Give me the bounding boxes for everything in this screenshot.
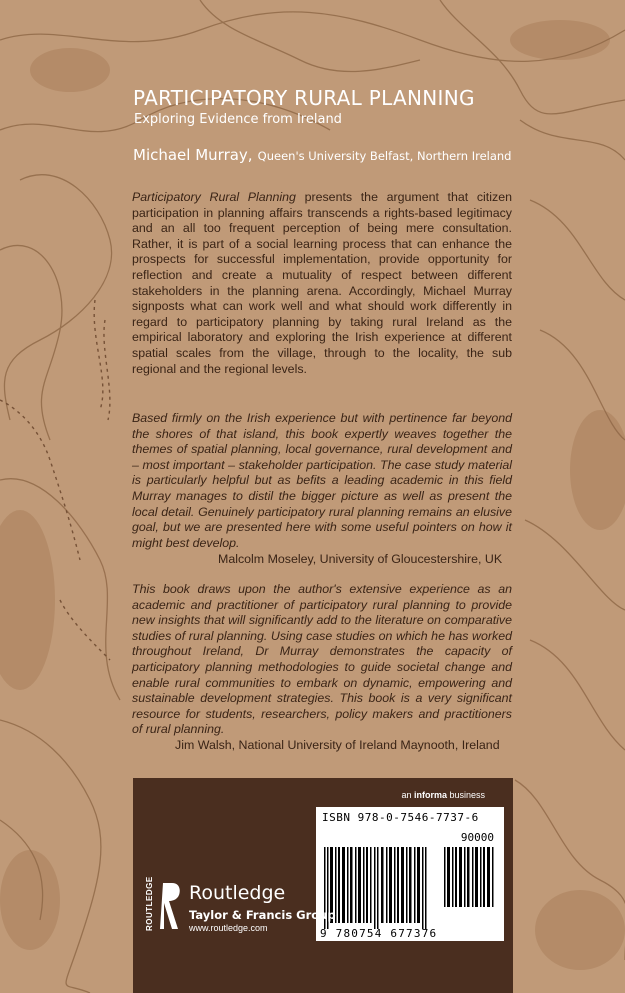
publisher-panel [133,778,513,993]
book-subtitle: Exploring Evidence from Ireland [134,112,342,127]
author-affiliation: Queen's University Belfast, Northern Ireland [257,149,512,163]
review-attribution-1: Malcolm Moseley, University of Gloucestershire, UK [218,552,503,566]
price-code: 90000 [460,831,494,844]
blurb-title-italic: Participatory Rural Planning [132,190,296,204]
informa-bold: informa [413,790,447,800]
informa-prefix: an [401,790,414,800]
routledge-vertical-wordmark: ROUTLEDGE [145,876,154,931]
blurb-paragraph [132,190,512,377]
barcode [316,807,504,941]
informa-tagline [401,790,485,800]
price-barcode-bars [444,847,496,907]
author-name: Michael Murray, [133,146,253,164]
publisher-url: www.routledge.com [189,923,268,933]
publisher-group: Taylor & Francis Group [189,908,336,922]
author-line [133,145,511,164]
publisher-name: Routledge [189,882,286,904]
review-quote-2: This book draws upon the author's extensive experience as an academic and practitioner of participatory rural planning to provide new insights that will significantly add to the literature on comparative studies of rural planning. Using case studies on which he has worked throughout Ireland, Dr Murray demonstrates the capacity of participatory planning methodologies to guide societal change and enable rural communities to embark on dynamic, empowering and sustainable development strategies. This book is a very significant resource for students, researchers, policy makers and practitioners of rural planning. [132,582,512,737]
blurb-text: presents the argument that citizen participation in planning affairs transcends a rights-based legitimacy and an all too frequent perception of being mere consultation. Rather, it is part of a social learning process that can enhance the prospects for successful implementation, provide opportunity for reflection and create a mutuality of respect between different stakeholders in the planning arena. Accordingly, Michael Murray signposts what can work well and what should work differently in regard to participatory planning by taking rural Ireland as the empirical laboratory and exploring the Irish experience at different spatial scales from the village, through to the locality, the sub regional and the regional levels. [132,190,512,376]
routledge-logo-icon [160,881,182,931]
informa-suffix: business [446,790,485,800]
review-attribution-2: Jim Walsh, National University of Ireland Maynooth, Ireland [175,738,500,752]
ean-digits: 9 780754 677376 [320,927,438,940]
review-quote-1: Based firmly on the Irish experience but with pertinence far beyond the shores of that island, this book expertly weaves together the themes of spatial planning, local governance, rural development and – most important – stakeholder participation. The case study material is particularly helpful but as befits a leading academic in this field Murray manages to distil the bigger picture as well as present the local detail. Genuinely participatory rural planning remains an elusive goal, but we are presented here with some useful pointers on how it might best develop. [132,411,512,550]
isbn-number: ISBN 978-0-7546-7737-6 [322,811,479,824]
ean-barcode-bars [324,847,429,929]
book-title: PARTICIPATORY RURAL PLANNING [133,86,475,110]
